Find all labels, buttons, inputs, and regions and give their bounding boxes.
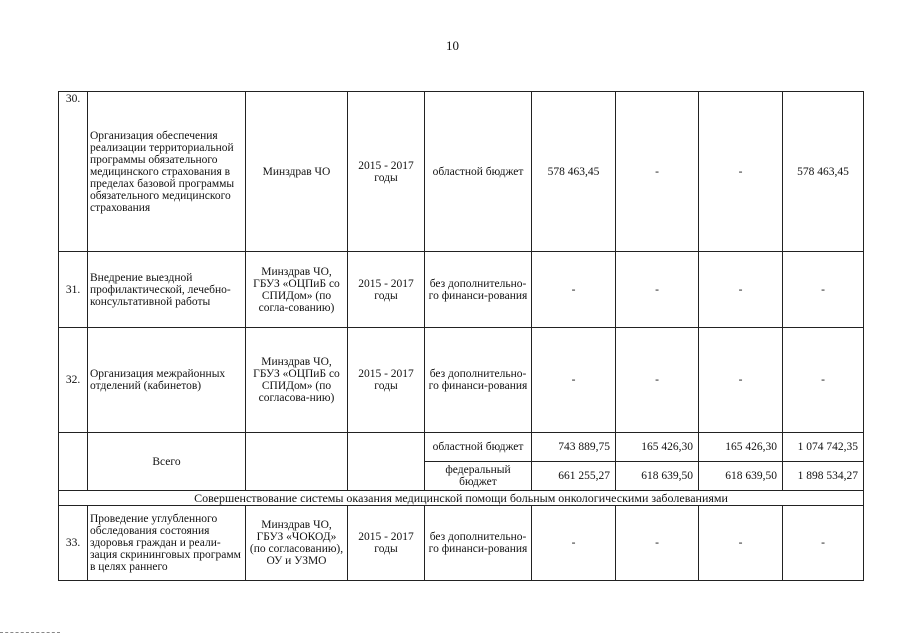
- regional-2015: 743 889,75: [532, 433, 616, 462]
- funding-source: без дополнительно-го финанси-рования: [425, 506, 532, 581]
- value-total: -: [783, 506, 864, 581]
- funding-source: областной бюджет: [425, 92, 532, 252]
- activity-name: Внедрение выездной профилактической, лечебно-консультативной работы: [88, 252, 246, 328]
- value-2015: -: [532, 328, 616, 433]
- funding-source: без дополнительно-го финанси-рования: [425, 328, 532, 433]
- federal-2015: 661 255,27: [532, 462, 616, 491]
- value-2016: -: [616, 92, 699, 252]
- table-row: [59, 92, 864, 252]
- funding-source: без дополнительно-го финанси-рования: [425, 252, 532, 328]
- scan-artifact: [0, 632, 60, 635]
- value-2015: -: [532, 506, 616, 581]
- value-2017: -: [699, 92, 783, 252]
- regional-2017: 165 426,30: [699, 433, 783, 462]
- value-total: -: [783, 328, 864, 433]
- federal-total: 1 898 534,27: [783, 462, 864, 491]
- activity-name: Организация межрайонных отделений (кабинетов): [88, 328, 246, 433]
- table-row: [59, 252, 864, 328]
- funding-source-regional: областной бюджет: [425, 433, 532, 462]
- regional-total: 1 074 742,35: [783, 433, 864, 462]
- row-number: 32.: [59, 328, 88, 433]
- funding-source-federal: федеральный бюджет: [425, 462, 532, 491]
- total-label: Всего: [88, 433, 246, 491]
- row-number: 31.: [59, 252, 88, 328]
- section-title: Совершенствование системы оказания медицинской помощи больным онкологическими заболеваниями: [59, 491, 864, 506]
- activity-name: Организация обеспечения реализации территориальной программы обязательного медицинского страхования в пределах базовой программы обязательного медицинского страхования: [88, 92, 246, 252]
- activity-name: Проведение углубленного обследования состояния здоровья граждан и реали-зация скрининговых программ в целях раннего: [88, 506, 246, 581]
- value-2017: -: [699, 328, 783, 433]
- regional-2016: 165 426,30: [616, 433, 699, 462]
- federal-2017: 618 639,50: [699, 462, 783, 491]
- row-number: 33.: [59, 506, 88, 581]
- value-2016: -: [616, 506, 699, 581]
- section-header-row: [59, 491, 864, 506]
- program-table: [58, 91, 864, 581]
- page-number: 10: [446, 38, 459, 53]
- federal-2016: 618 639,50: [616, 462, 699, 491]
- row-number: 30.: [59, 92, 88, 252]
- value-2016: -: [616, 328, 699, 433]
- empty-cell: [59, 433, 88, 491]
- table-row: [59, 328, 864, 433]
- total-row-regional: [59, 433, 864, 462]
- value-2017: -: [699, 252, 783, 328]
- period: 2015 - 2017 годы: [348, 328, 425, 433]
- value-2015: 578 463,45: [532, 92, 616, 252]
- executor: Минздрав ЧО, ГБУЗ «ЧОКОД» (по согласованию), ОУ и УЗМО: [246, 506, 348, 581]
- period: 2015 - 2017 годы: [348, 252, 425, 328]
- executor: Минздрав ЧО, ГБУЗ «ОЦПиБ со СПИДом» (по согласова-нию): [246, 328, 348, 433]
- empty-cell: [246, 433, 348, 491]
- period: 2015 - 2017 годы: [348, 506, 425, 581]
- empty-cell: [348, 433, 425, 491]
- value-2015: -: [532, 252, 616, 328]
- value-2016: -: [616, 252, 699, 328]
- value-2017: -: [699, 506, 783, 581]
- table-row: [59, 506, 864, 581]
- value-total: 578 463,45: [783, 92, 864, 252]
- period: 2015 - 2017 годы: [348, 92, 425, 252]
- value-total: -: [783, 252, 864, 328]
- executor: Минздрав ЧО: [246, 92, 348, 252]
- executor: Минздрав ЧО, ГБУЗ «ОЦПиБ со СПИДом» (по согла-сованию): [246, 252, 348, 328]
